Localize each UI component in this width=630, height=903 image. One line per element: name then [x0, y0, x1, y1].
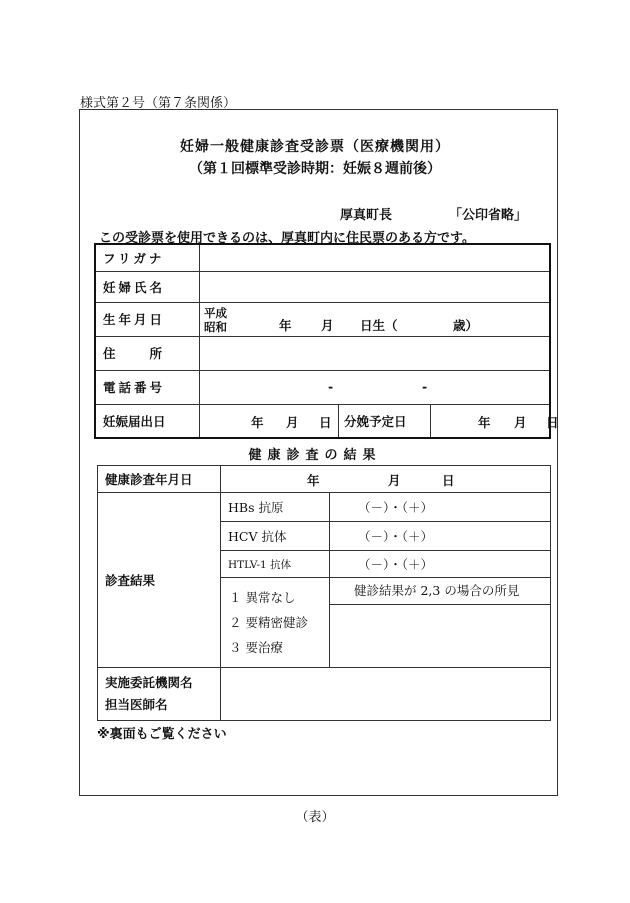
address-label: 住 所 — [95, 336, 200, 370]
exam-date-label: 健康診査年月日 — [98, 466, 221, 493]
institution-doctor-label — [98, 668, 221, 721]
doctor-label: 担当医師名 — [105, 697, 168, 712]
pregnancy-report-date-label: 妊娠届出日 — [95, 404, 200, 438]
outcome-options[interactable] — [221, 578, 330, 668]
form-number-label: 様式第２号（第７条関係） — [80, 96, 237, 111]
era-heisei: 平成 — [204, 306, 227, 320]
outcome-normal: １ 異常なし — [229, 590, 296, 605]
findings-label: 健診結果が 2,3 の場合の所見 — [330, 578, 550, 605]
form-subtitle: （第１回標準受診時期：妊娠８週前後） — [189, 161, 441, 177]
institution-doctor-field[interactable] — [221, 668, 551, 721]
furigana-field[interactable] — [200, 244, 551, 271]
form-title: 妊婦一般健康診査受診票（医療機関用） — [180, 139, 450, 155]
hbs-antigen-result[interactable]: （－）・（＋） — [330, 493, 551, 522]
birthdate-label: 生年月日 — [95, 302, 200, 336]
exam-month-unit: 月 — [388, 473, 401, 488]
page-side-label: （表） — [295, 810, 335, 825]
report-day-unit: 日 — [319, 414, 332, 430]
phone-label: 電話番号 — [95, 370, 200, 404]
report-month-unit: 月 — [286, 414, 299, 430]
birth-day-unit: 日生（ — [360, 318, 398, 333]
hcv-antibody-label: HCV 抗体 — [221, 522, 330, 551]
exam-day-unit: 日 — [442, 473, 455, 488]
due-day-unit: 日 — [546, 414, 559, 430]
institution-label: 実施委託機関名 — [105, 675, 193, 690]
hcv-antibody-result[interactable]: （－）・（＋） — [330, 522, 551, 551]
results-heading: 健康診査の結果 — [248, 448, 382, 463]
exam-date-field[interactable] — [221, 466, 551, 493]
birth-month-unit: 月 — [321, 318, 334, 333]
exam-year-unit: 年 — [307, 473, 320, 488]
htlv1-antibody-label: HTLV-1 抗体 — [221, 551, 330, 578]
pregnancy-report-date-field[interactable] — [200, 404, 339, 438]
age-unit: 歳） — [453, 318, 479, 333]
report-year-unit: 年 — [251, 414, 264, 430]
name-label: 妊婦氏名 — [95, 271, 200, 302]
outcome-detailed-exam: ２ 要精密健診 — [229, 615, 308, 630]
outcome-treatment: ３ 要治療 — [229, 640, 283, 655]
htlv1-antibody-result[interactable]: （－）・（＋） — [330, 551, 551, 578]
phone-field[interactable] — [200, 370, 551, 404]
name-field[interactable] — [200, 271, 551, 302]
era-showa: 昭和 — [204, 320, 227, 334]
due-date-label: 分娩予定日 — [339, 404, 431, 438]
furigana-label: フリガナ — [95, 244, 200, 271]
address-field[interactable] — [200, 336, 551, 370]
findings-field[interactable] — [330, 605, 550, 667]
due-date-field[interactable] — [431, 404, 559, 438]
phone-dash-1: - — [328, 379, 334, 394]
phone-dash-2: - — [422, 379, 428, 394]
issuer-name: 厚真町長 — [340, 208, 393, 223]
due-year-unit: 年 — [478, 414, 491, 430]
birth-year-unit: 年 — [279, 318, 292, 333]
seal-omitted-note: 「公印省略」 — [449, 208, 528, 223]
eligibility-notice: この受診票を使用できるのは、厚真町内に住民票のある方です。 — [99, 231, 475, 246]
personal-info-table — [94, 243, 559, 439]
see-reverse-note: ※裏面もご覧ください — [97, 727, 227, 742]
exam-results-table — [97, 465, 551, 721]
birthdate-field[interactable] — [200, 302, 551, 336]
exam-results-label: 診査結果 — [98, 493, 221, 668]
findings-cell — [330, 578, 551, 668]
due-month-unit: 月 — [514, 414, 527, 430]
hbs-antigen-label: HBs 抗原 — [221, 493, 330, 522]
